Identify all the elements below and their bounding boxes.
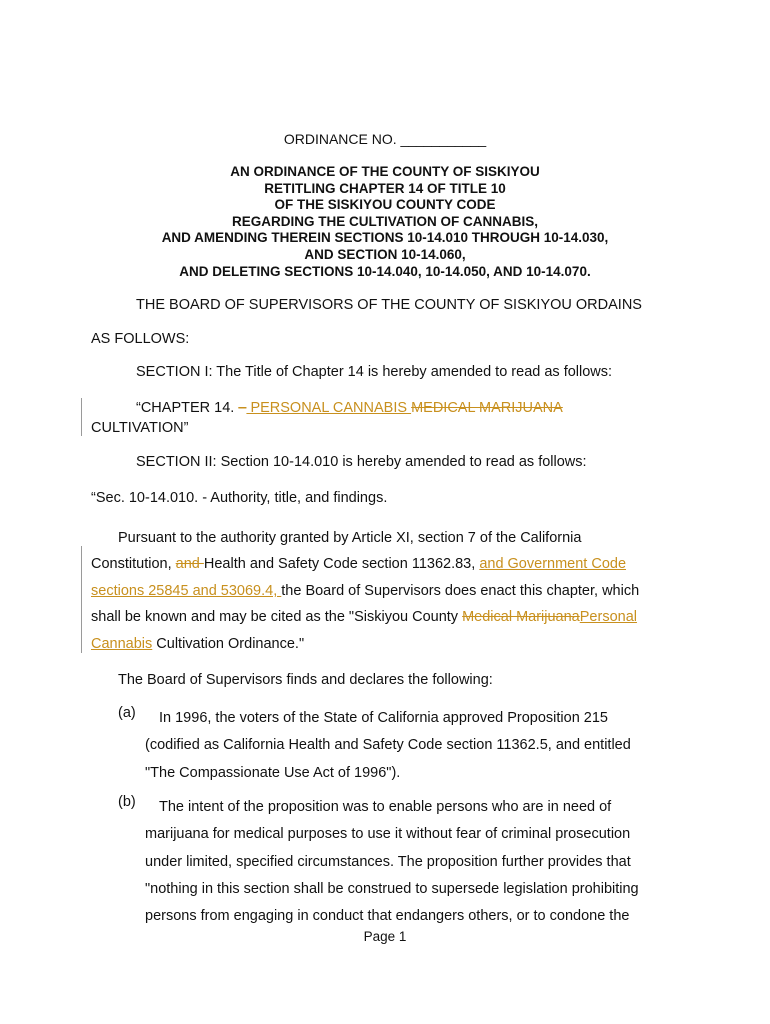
heading-line: AND SECTION 10-14.060,: [304, 246, 466, 262]
section-2-paragraph: SECTION II: Section 10-14.010 is hereby amended to read as follows:: [136, 454, 587, 470]
heading-line: REGARDING THE CULTIVATION OF CANNABIS,: [232, 213, 538, 229]
finding-item-b: [145, 794, 679, 930]
item-line: (codified as California Health and Safety Code section 11362.5, and entitled: [145, 737, 631, 754]
change-bar: [81, 546, 82, 653]
pursuant-text: Constitution,: [91, 556, 176, 572]
deleted-text: Medical Marijuana: [462, 609, 580, 625]
pursuant-text: Health and Safety Code section 11362.83,: [203, 556, 480, 572]
deleted-title: MEDICAL MARIJUANA: [411, 400, 563, 416]
pursuant-line-1: Pursuant to the authority granted by Article XI, section 7 of the California: [118, 530, 582, 546]
inserted-text: and Government Code: [479, 556, 627, 572]
heading-line: OF THE SISKIYOU COUNTY CODE: [274, 197, 496, 213]
section-heading: “Sec. 10-14.010. - Authority, title, and findings.: [91, 490, 388, 506]
pursuant-line-5: [91, 636, 304, 652]
change-bar: [81, 398, 82, 436]
chapter-title-line-1: [136, 400, 563, 416]
chapter-prefix: “CHAPTER 14.: [136, 400, 239, 416]
item-line: The intent of the proposition was to enable persons who are in need of: [159, 799, 612, 815]
findings-intro: The Board of Supervisors finds and declares the following:: [118, 672, 493, 688]
heading-line: AND AMENDING THEREIN SECTIONS 10-14.010 THROUGH 10-14.030,: [161, 230, 609, 246]
ordains-line-1: THE BOARD OF SUPERVISORS OF THE COUNTY OF SISKIYOU ORDAINS: [136, 297, 642, 313]
inserted-text: Cannabis: [91, 636, 153, 652]
item-line: marijuana for medical purposes to use it without fear of criminal prosecution: [145, 826, 631, 843]
section-1-paragraph: SECTION I: The Title of Chapter 14 is hereby amended to read as follows:: [136, 364, 613, 380]
ordinance-heading: [91, 164, 679, 280]
item-line: under limited, specified circumstances. The proposition further provides that: [145, 853, 631, 870]
item-line: "The Compassionate Use Act of 1996").: [145, 764, 401, 781]
inserted-title: PERSONAL CANNABIS: [246, 400, 412, 416]
heading-line: AN ORDINANCE OF THE COUNTY OF SISKIYOU: [230, 164, 540, 179]
pursuant-line-3: [91, 583, 679, 599]
item-label: (a): [118, 705, 136, 721]
deleted-text: and: [175, 556, 204, 572]
heading-line: AND DELETING SECTIONS 10-14.040, 10-14.050, AND 10-14.070.: [179, 263, 591, 279]
pursuant-text: the Board of Supervisors does enact this chapter, which: [281, 583, 640, 599]
item-line: "nothing in this section shall be construed to supersede legislation prohibiting: [145, 880, 639, 897]
ordains-line-2: AS FOLLOWS:: [91, 331, 190, 347]
item-label: (b): [118, 794, 136, 810]
pursuant-line-4: [91, 609, 679, 625]
pursuant-text: Cultivation Ordinance.": [152, 636, 305, 652]
pursuant-line-2: [91, 556, 679, 572]
deleted-dash: –: [238, 400, 247, 416]
inserted-text: Personal: [579, 609, 637, 625]
finding-item-a: [145, 705, 679, 787]
pursuant-text: shall be known and may be cited as the "Siskiyou County: [91, 609, 463, 625]
page-number: Page 1: [363, 929, 407, 944]
chapter-title-line-2: CULTIVATION”: [91, 420, 189, 436]
ordinance-number: ORDINANCE NO. ___________: [283, 131, 487, 147]
inserted-text: sections 25845 and 53069.4,: [91, 583, 282, 599]
heading-line: RETITLING CHAPTER 14 OF TITLE 10: [264, 180, 506, 196]
item-line: persons from engaging in conduct that endangers others, or to condone the: [145, 908, 630, 925]
item-line: In 1996, the voters of the State of California approved Proposition 215: [159, 710, 608, 726]
